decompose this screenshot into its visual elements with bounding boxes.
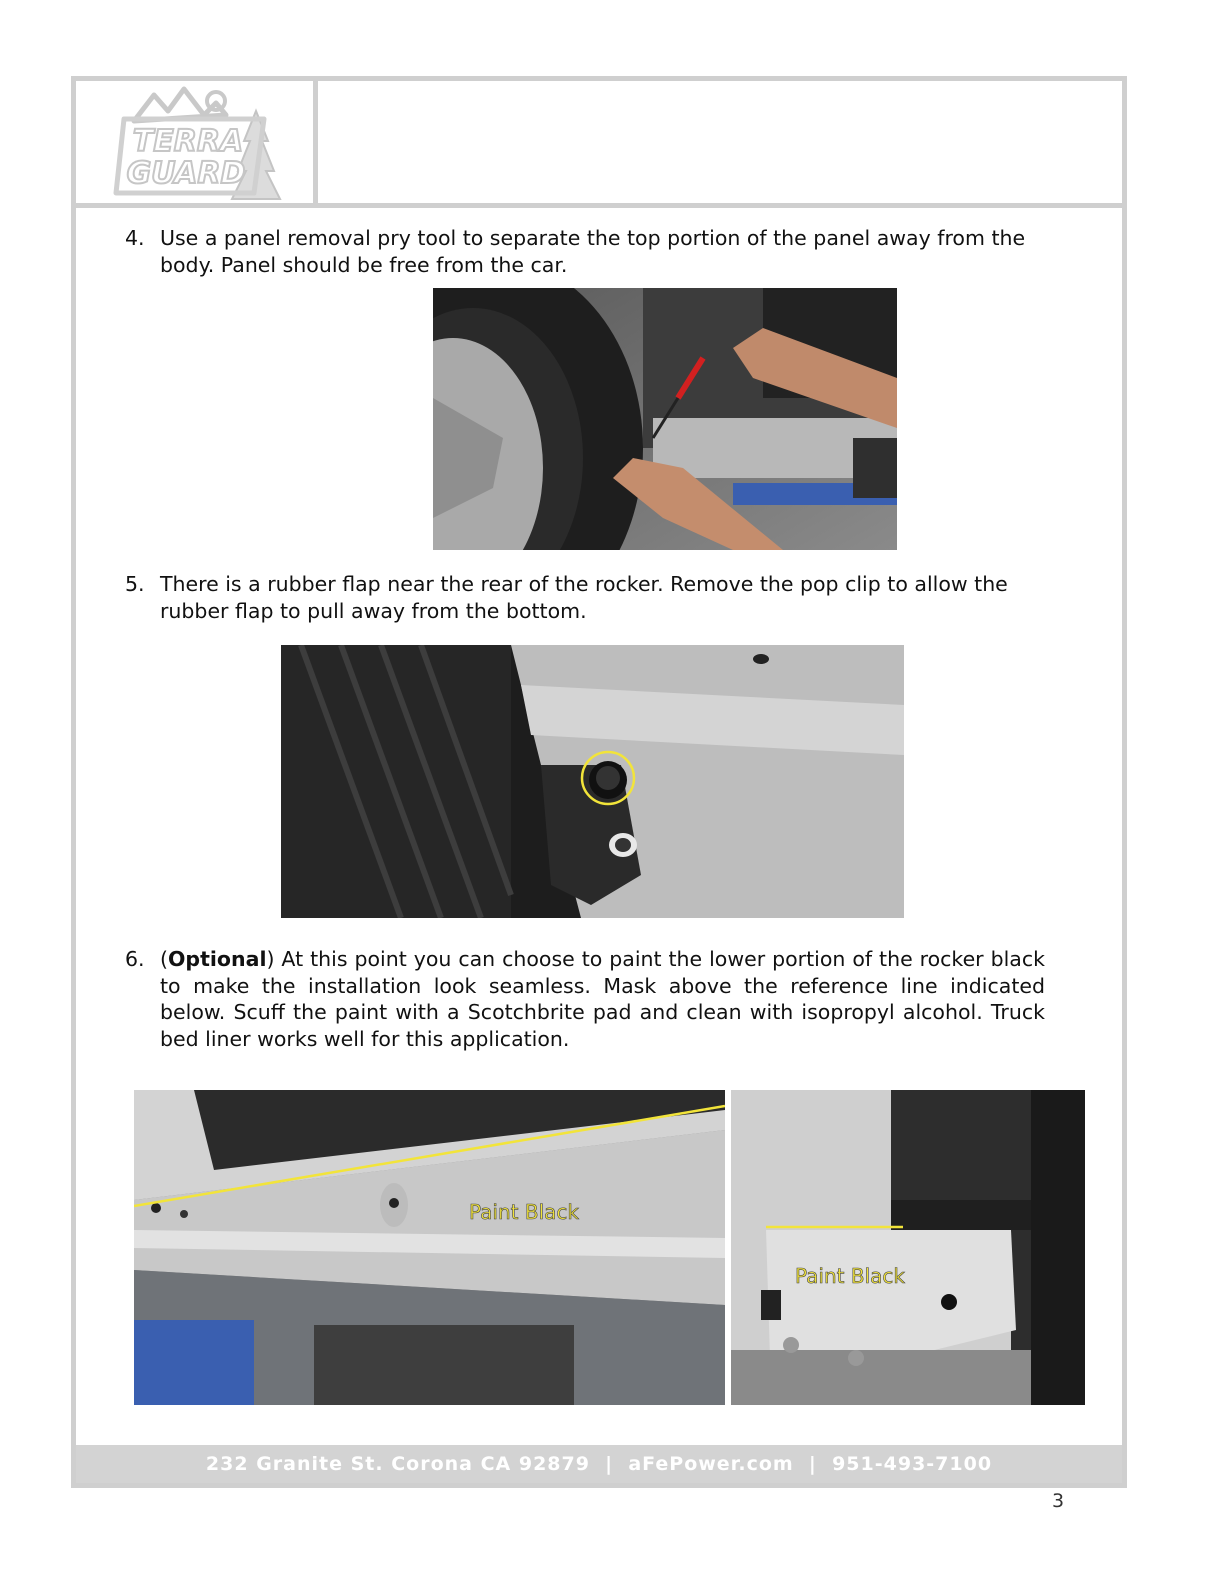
step-text: Use a panel removal pry tool to separate the top portion of the panel away from the body. Panel should be free from the car. xyxy=(160,226,1026,277)
svg-text:TERRA: TERRA xyxy=(132,124,244,159)
paren-close: ) xyxy=(266,947,275,971)
footer-address: 232 Granite St. Corona CA 92879 | aFePower.com | 951-493-7100 xyxy=(205,1453,993,1475)
photo-rocker-rear xyxy=(731,1090,1085,1405)
step-5 xyxy=(125,571,1045,624)
paren-open: ( xyxy=(160,947,168,971)
paint-black-label: Paint Black xyxy=(795,1264,905,1288)
logo-cell xyxy=(76,81,318,203)
step-number: 4. xyxy=(125,226,145,250)
footer-bar xyxy=(76,1445,1122,1483)
terra-guard-logo xyxy=(76,81,313,203)
step-text: There is a rubber flap near the rear of the rocker. Remove the pop clip to allow the rubber flap to pull away from the bottom. xyxy=(160,572,1008,623)
page-number: 3 xyxy=(1052,1490,1065,1512)
step-text xyxy=(160,946,1045,1052)
svg-text:GUARD: GUARD xyxy=(126,156,246,191)
step-6 xyxy=(125,946,1045,1052)
photo-pop-clip xyxy=(281,645,904,918)
photo-pry-tool xyxy=(433,288,897,550)
step-number: 6. xyxy=(125,947,145,971)
optional-label: Optional xyxy=(168,947,267,971)
header xyxy=(76,81,1122,208)
step-4 xyxy=(125,225,1045,278)
paint-black-label: Paint Black xyxy=(469,1200,579,1224)
photo-rocker-side xyxy=(134,1090,725,1405)
step-number: 5. xyxy=(125,572,145,596)
step-6-text: At this point you can choose to paint the lower portion of the rocker black to make the installation look seamless. Mask above the reference line indicated below. Scuff the paint with a Scotchbrite pad and clean with isopropyl alcohol. Truck bed liner works well for this application. xyxy=(160,947,1045,1051)
